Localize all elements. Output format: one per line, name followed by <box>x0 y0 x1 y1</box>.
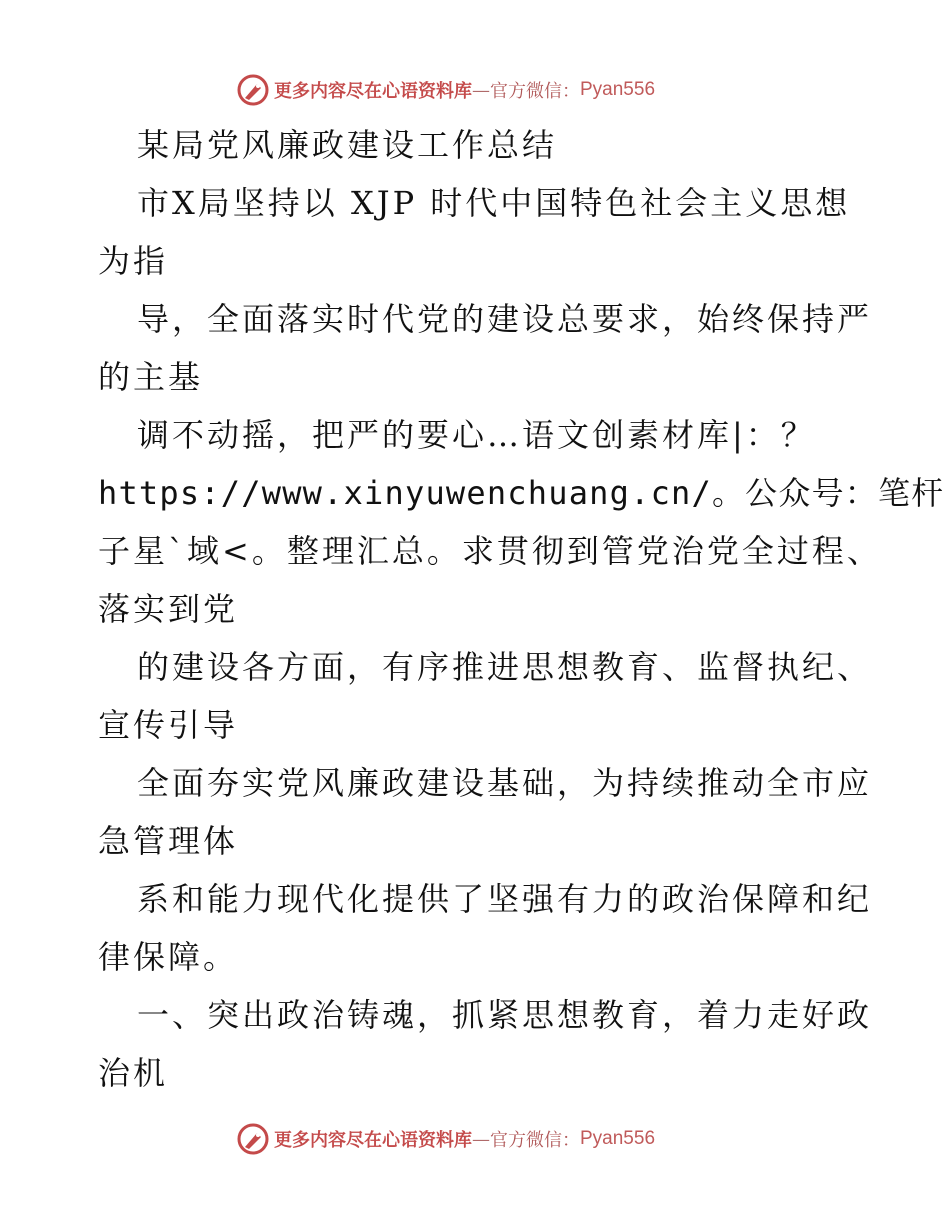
paragraph-line: 子星`域<。整理汇总。求贯彻到管党治党全过程、 <box>98 532 882 570</box>
watermark-wechat-label: 官方微信： <box>490 1130 580 1151</box>
watermark-separator: — <box>472 1128 490 1150</box>
pen-logo-icon <box>236 1122 270 1156</box>
section-heading-line: 一、突出政治铸魂，抓紧思想教育，着力走好政 <box>137 996 873 1034</box>
paragraph-line: 急管理体 <box>98 822 239 860</box>
watermark-separator: — <box>472 79 490 101</box>
paragraph-line: 导，全面落实时代党的建设总要求，始终保持严 <box>137 300 873 338</box>
paragraph-line: 市X局坚持以 XJP 时代中国特色社会主义思想 <box>137 184 851 222</box>
paragraph-line: 系和能力现代化提供了坚强有力的政治保障和纪 <box>137 880 873 918</box>
paragraph-line: 治机 <box>98 1054 169 1092</box>
footer-watermark <box>236 1122 655 1156</box>
paragraph-line: 律保障。 <box>98 938 239 976</box>
paragraph-line: 的主基 <box>98 358 204 396</box>
paragraph-line: 全面夯实党风廉政建设基础，为持续推动全市应 <box>137 764 873 802</box>
header-watermark <box>236 73 655 107</box>
watermark-wechat-id: Pyan556 <box>580 1128 656 1149</box>
paragraph-line: 的建设各方面，有序推进思想教育、监督执纪、 <box>137 648 873 686</box>
watermark-main-text: 更多内容尽在心语资料库 <box>274 1130 472 1151</box>
paragraph-line-url: https://www.xinyuwenchuang.cn/。公众号：笔杆 <box>98 474 945 512</box>
paragraph-line: 调不动摇，把严的要心…语文创素材库|：？ <box>137 416 816 454</box>
pen-logo-icon <box>236 73 270 107</box>
watermark-main-text: 更多内容尽在心语资料库 <box>274 81 472 102</box>
watermark-wechat-id: Pyan556 <box>580 79 656 100</box>
paragraph-line: 宣传引导 <box>98 706 239 744</box>
paragraph-line: 为指 <box>98 242 169 280</box>
paragraph-line: 落实到党 <box>98 590 239 628</box>
watermark-wechat-label: 官方微信： <box>490 81 580 102</box>
document-title: 某局党风廉政建设工作总结 <box>137 126 558 164</box>
